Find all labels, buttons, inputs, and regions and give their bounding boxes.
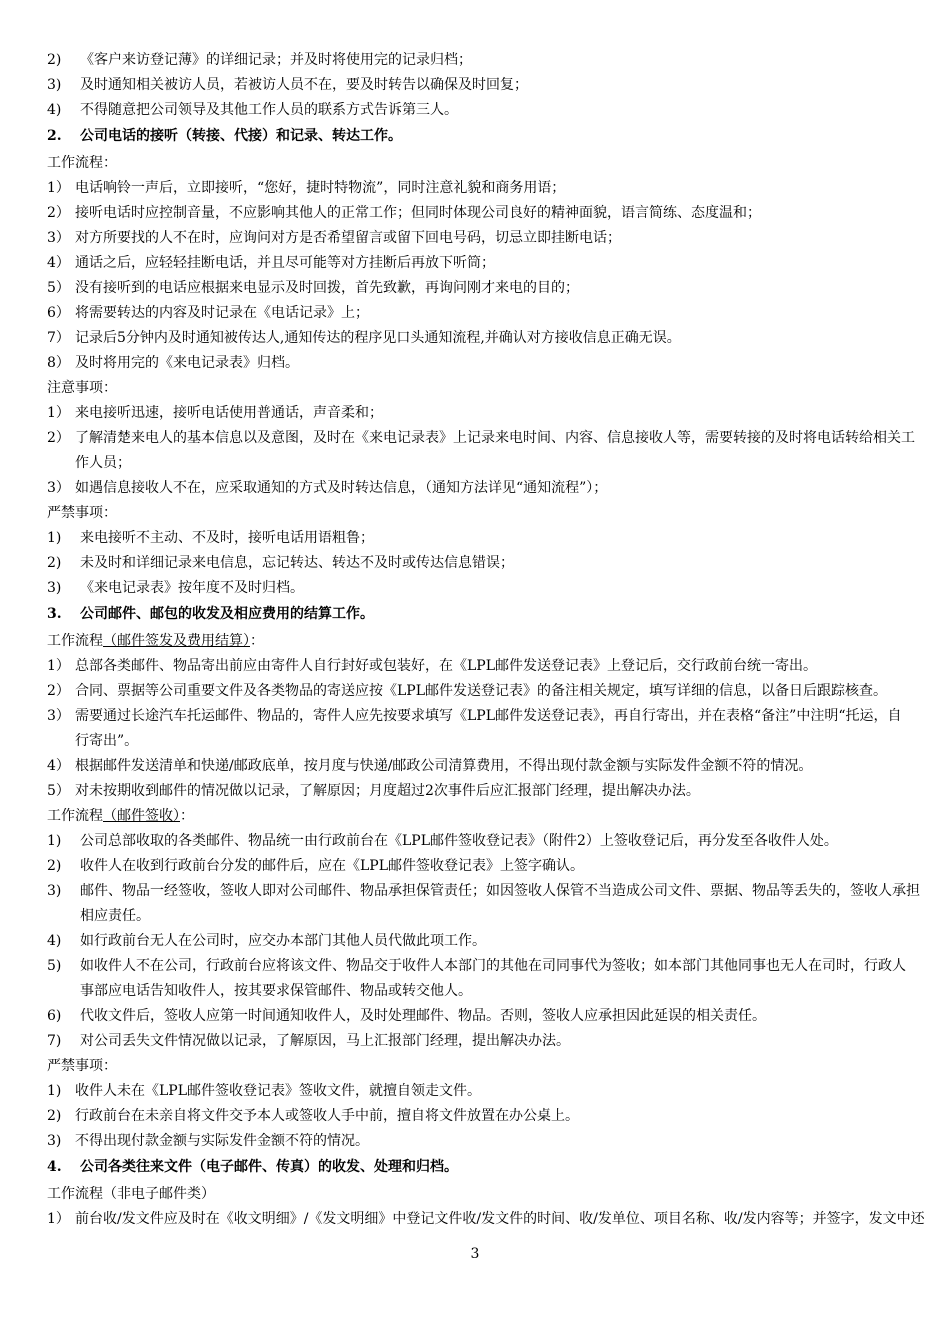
list-item (47, 654, 917, 679)
list-item (47, 276, 917, 301)
item-number: 8） (47, 355, 70, 371)
line-text: 行政前台在未亲自将文件交予本人或签收人手中前，擅自将文件放置在办公桌上。 (75, 1108, 579, 1124)
page-number: 3 (470, 1246, 480, 1262)
list-item (47, 1029, 917, 1054)
line-text: 公司各类往来文件（电子邮件、传真）的收发、处理和归档。 (80, 1159, 458, 1175)
item-number: 3) (47, 1133, 62, 1149)
list-item (47, 879, 920, 904)
list-item-continuation (47, 451, 917, 476)
label-part: ： (250, 633, 264, 649)
line-text: 作人员； (75, 455, 131, 471)
item-number: 7) (47, 1033, 62, 1049)
line-text: 注意事项： (47, 380, 117, 396)
list-item (47, 326, 917, 351)
item-number: 3） (47, 230, 70, 246)
line-text: 对方所要找的人不在时，应询问对方是否希望留言或留下回电号码，切忌立即挂断电话； (75, 230, 621, 246)
list-item (47, 779, 917, 804)
list-item (47, 98, 917, 123)
line-text: 工作流程（非电子邮件类） (47, 1186, 215, 1202)
subsection-label (47, 376, 917, 401)
item-number: 2) (47, 52, 62, 68)
item-number: 2） (47, 683, 70, 699)
subsection-label (47, 151, 917, 176)
item-number: 2） (47, 430, 70, 446)
list-item (47, 476, 917, 501)
list-item (47, 1207, 925, 1232)
line-text: 代收文件后，签收人应第一时间通知收件人，及时处理邮件、物品。否则，签收人应承担因此延误的相关责任。 (80, 1008, 766, 1024)
item-number: 3） (47, 708, 70, 724)
line-text: 行寄出”。 (75, 733, 139, 749)
item-number: 6） (47, 305, 70, 321)
list-item (47, 201, 917, 226)
line-text: 如遇信息接收人不在，应采取通知的方式及时转达信息，（通知方法详见“通知流程”）； (75, 480, 608, 496)
item-number: 5） (47, 280, 70, 296)
document-body (47, 48, 925, 1232)
label-text (47, 804, 194, 829)
item-number: 1） (47, 658, 70, 674)
line-text: 根据邮件发送清单和快递/邮政底单，按月度与快递/邮政公司清算费用，不得出现付款金额与实际发件金额不符的情况。 (75, 758, 813, 774)
label-part: 工作流程 (47, 633, 103, 649)
section-heading (47, 601, 917, 629)
item-number: 6) (47, 1008, 62, 1024)
list-item (47, 351, 917, 376)
item-number: 3. (47, 606, 62, 622)
list-item (47, 1004, 917, 1029)
line-text: 接听电话时应控制音量，不应影响其他人的正常工作；但同时体现公司良好的精神面貌，语言简练、态度温和； (75, 205, 761, 221)
list-item-continuation (47, 979, 917, 1004)
line-text: 将需要转达的内容及时记录在《电话记录》上； (75, 305, 369, 321)
line-text: 没有接听到的电话应根据来电显示及时回拨，首先致歉，再询问刚才来电的目的； (75, 280, 579, 296)
subsection-label (47, 1182, 917, 1207)
list-item (47, 551, 917, 576)
section-heading (47, 1154, 917, 1182)
item-number: 2) (47, 1108, 62, 1124)
line-text: 《来电记录表》按年度不及时归档。 (80, 580, 304, 596)
item-number: 1) (47, 530, 62, 546)
list-item-continuation (47, 904, 917, 929)
list-item (47, 251, 917, 276)
item-number: 1） (47, 180, 70, 196)
line-text: 邮件、物品一经签收，签收人即对公司邮件、物品承担保管责任；如因签收人保管不当造成公司文件、票据、物品等丢失的，签收人承担 (80, 883, 920, 899)
line-text: 对公司丢失文件情况做以记录，了解原因，马上汇报部门经理，提出解决办法。 (80, 1033, 570, 1049)
line-text: 对未按期收到邮件的情况做以记录，了解原因；月度超过2次事件后应汇报部门经理，提出解决办法。 (75, 783, 700, 799)
item-number: 1） (47, 405, 70, 421)
item-number: 3) (47, 580, 62, 596)
list-item (47, 1104, 917, 1129)
list-item (47, 679, 917, 704)
subsection-label (47, 1054, 917, 1079)
item-number: 4) (47, 933, 62, 949)
line-text: 前台收/发文件应及时在《收文明细》/《发文明细》中登记文件收/发文件的时间、收/发单位、项目名称、收/发内容等；并签字，发文中还 (75, 1211, 925, 1227)
item-number: 3) (47, 883, 62, 899)
line-text: 公司邮件、邮包的收发及相应费用的结算工作。 (80, 606, 374, 622)
item-number: 2) (47, 555, 62, 571)
label-part: 工作流程 (47, 808, 103, 824)
item-number: 3) (47, 77, 62, 93)
line-text: 收件人在收到行政前台分发的邮件后，应在《LPL邮件签收登记表》上签字确认。 (80, 858, 585, 874)
line-text: 严禁事项： (47, 505, 117, 521)
line-text: 如收件人不在公司，行政前台应将该文件、物品交于收件人本部门的其他在司同事代为签收；如本部门其他同事也无人在司时，行政人 (80, 958, 906, 974)
item-number: 5） (47, 783, 70, 799)
list-item (47, 301, 917, 326)
item-number: 1） (47, 1211, 70, 1227)
line-text: 及时通知相关被访人员，若被访人员不在，要及时转告以确保及时回复； (80, 77, 528, 93)
line-text: 记录后5分钟内及时通知被传达人,通知传达的程序见口头通知流程,并确认对方接收信息正确无误。 (75, 330, 681, 346)
line-text: 《客户来访登记薄》的详细记录；并及时将使用完的记录归档； (80, 52, 472, 68)
item-number: 1) (47, 1083, 62, 1099)
line-text: 不得随意把公司领导及其他工作人员的联系方式告诉第三人。 (80, 102, 458, 118)
section-heading (47, 123, 917, 151)
line-text: 总部各类邮件、物品寄出前应由寄件人自行封好或包装好，在《LPL邮件发送登记表》上登记后，交行政前台统一寄出。 (75, 658, 818, 674)
line-text: 及时将用完的《来电记录表》归档。 (75, 355, 299, 371)
line-text: 事部应电话告知收件人，按其要求保管邮件、物品或转交他人。 (80, 983, 472, 999)
line-text: 需要通过长途汽车托运邮件、物品的，寄件人应先按要求填写《LPL邮件发送登记表》，再自行寄出，并在表格“备注”中注明“托运，自 (75, 708, 902, 724)
line-text: 工作流程： (47, 155, 117, 171)
item-number: 4） (47, 758, 70, 774)
line-text: 严禁事项： (47, 1058, 117, 1074)
list-item (47, 929, 917, 954)
list-item (47, 401, 917, 426)
item-number: 4. (47, 1159, 62, 1175)
line-text: 如行政前台无人在公司时，应交办本部门其他人员代做此项工作。 (80, 933, 486, 949)
line-text: 来电接听不主动、不及时，接听电话用语粗鲁； (80, 530, 374, 546)
item-number: 2) (47, 858, 62, 874)
line-text: 来电接听迅速，接听电话使用普通话，声音柔和； (75, 405, 383, 421)
label-text (47, 629, 264, 654)
subsection-label (47, 629, 917, 654)
item-number: 3） (47, 480, 70, 496)
list-item (47, 48, 917, 73)
list-item (47, 226, 917, 251)
underlined-text: （邮件签收） (103, 808, 180, 824)
list-item (47, 576, 917, 601)
list-item (47, 854, 917, 879)
item-number: 2） (47, 205, 70, 221)
list-item (47, 526, 917, 551)
item-number: 1) (47, 833, 62, 849)
underlined-text: （邮件签发及费用结算） (103, 633, 250, 649)
line-text: 未及时和详细记录来电信息，忘记转达、转达不及时或传达信息错误； (80, 555, 514, 571)
subsection-label (47, 804, 917, 829)
list-item (47, 73, 917, 98)
line-text: 收件人未在《LPL邮件签收登记表》签收文件，就擅自领走文件。 (75, 1083, 482, 1099)
list-item (47, 704, 917, 729)
item-number: 5) (47, 958, 62, 974)
label-part: ： (180, 808, 194, 824)
line-text: 通话之后，应轻轻挂断电话，并且尽可能等对方挂断后再放下听筒； (75, 255, 495, 271)
line-text: 了解清楚来电人的基本信息以及意图，及时在《来电记录表》上记录来电时间、内容、信息接收人等，需要转接的及时将电话转给相关工 (75, 430, 915, 446)
line-text: 相应责任。 (80, 908, 150, 924)
list-item (47, 829, 917, 854)
list-item (47, 176, 917, 201)
list-item-continuation (47, 729, 917, 754)
item-number: 4） (47, 255, 70, 271)
list-item (47, 1079, 917, 1104)
item-number: 7） (47, 330, 70, 346)
item-number: 2. (47, 128, 62, 144)
list-item (47, 1129, 917, 1154)
list-item (47, 954, 917, 979)
line-text: 公司电话的接听（转接、代接）和记录、转达工作。 (80, 128, 402, 144)
item-number: 4) (47, 102, 62, 118)
list-item (47, 426, 917, 451)
line-text: 公司总部收取的各类邮件、物品统一由行政前台在《LPL邮件签收登记表》（附件2）上签收登记后，再分发至各收件人处。 (80, 833, 838, 849)
line-text: 合同、票据等公司重要文件及各类物品的寄送应按《LPL邮件发送登记表》的备注相关规定，填写详细的信息，以备日后跟踪核查。 (75, 683, 888, 699)
line-text: 不得出现付款金额与实际发件金额不符的情况。 (75, 1133, 369, 1149)
list-item (47, 754, 917, 779)
subsection-label (47, 501, 917, 526)
line-text: 电话响铃一声后，立即接听，“您好，捷时特物流”，同时注意礼貌和商务用语； (75, 180, 566, 196)
